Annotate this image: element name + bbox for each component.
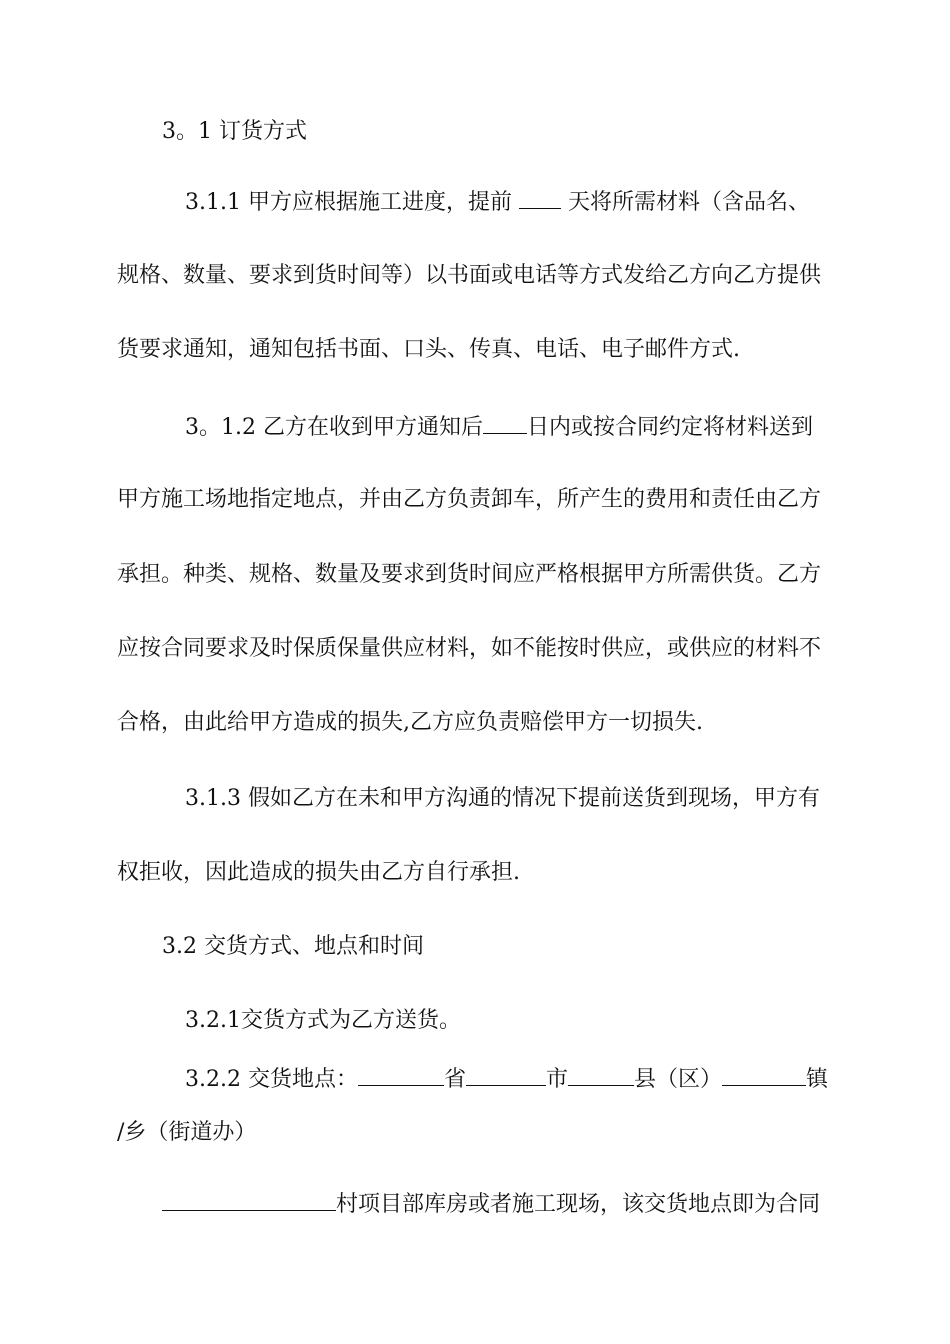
clause-line: 应按合同要求及时保质保量供应材料，如不能按时供应，或供应的材料不 [117,636,822,661]
days-blank[interactable] [519,186,561,209]
province-blank[interactable] [358,1063,444,1086]
clause-line: 规格、数量、要求到货时间等）以书面或电话等方式发给乙方向乙方提供 [117,263,822,288]
clause-3-2-1: 3.2.1交货方式为乙方送货。 [185,1008,461,1033]
county-blank[interactable] [568,1063,634,1086]
clause-line: 甲方施工场地指定地点，并由乙方负责卸车，所产生的费用和责任由乙方 [117,487,822,512]
days-blank[interactable] [483,411,527,434]
section-3-1-heading: 3。1 订货方式 [162,119,307,144]
clause-line: 货要求通知，通知包括书面、口头、传真、电话、电子邮件方式. [117,337,740,362]
clause-line: 3.2.2 交货地点： 省 市 县（区） 镇 [185,1063,828,1094]
clause-line: 3。1.2 乙方在收到甲方通知后 日内或按合同约定将材料送到 [185,411,813,442]
clause-line: 承担。种类、规格、数量及要求到货时间应严格根据甲方所需供货。乙方 [117,562,822,587]
clause-line: 村项目部库房或者施工现场，该交货地点即为合同 [162,1188,820,1219]
city-blank[interactable] [466,1063,546,1086]
clause-line: 权拒收，因此造成的损失由乙方自行承担. [117,860,520,885]
clause-line: 合格，由此给甲方造成的损失,乙方应负责赔偿甲方一切损失. [117,710,703,735]
clause-line: 3.1.1 甲方应根据施工进度，提前 天将所需材料（含品名、 [185,186,810,217]
clause-line: /乡（街道办） [117,1120,257,1145]
section-3-2-heading: 3.2 交货方式、地点和时间 [162,934,424,959]
clause-line: 3.1.3 假如乙方在未和甲方沟通的情况下提前送货到现场，甲方有 [185,786,820,811]
village-blank[interactable] [162,1188,336,1211]
town-blank[interactable] [722,1063,806,1086]
